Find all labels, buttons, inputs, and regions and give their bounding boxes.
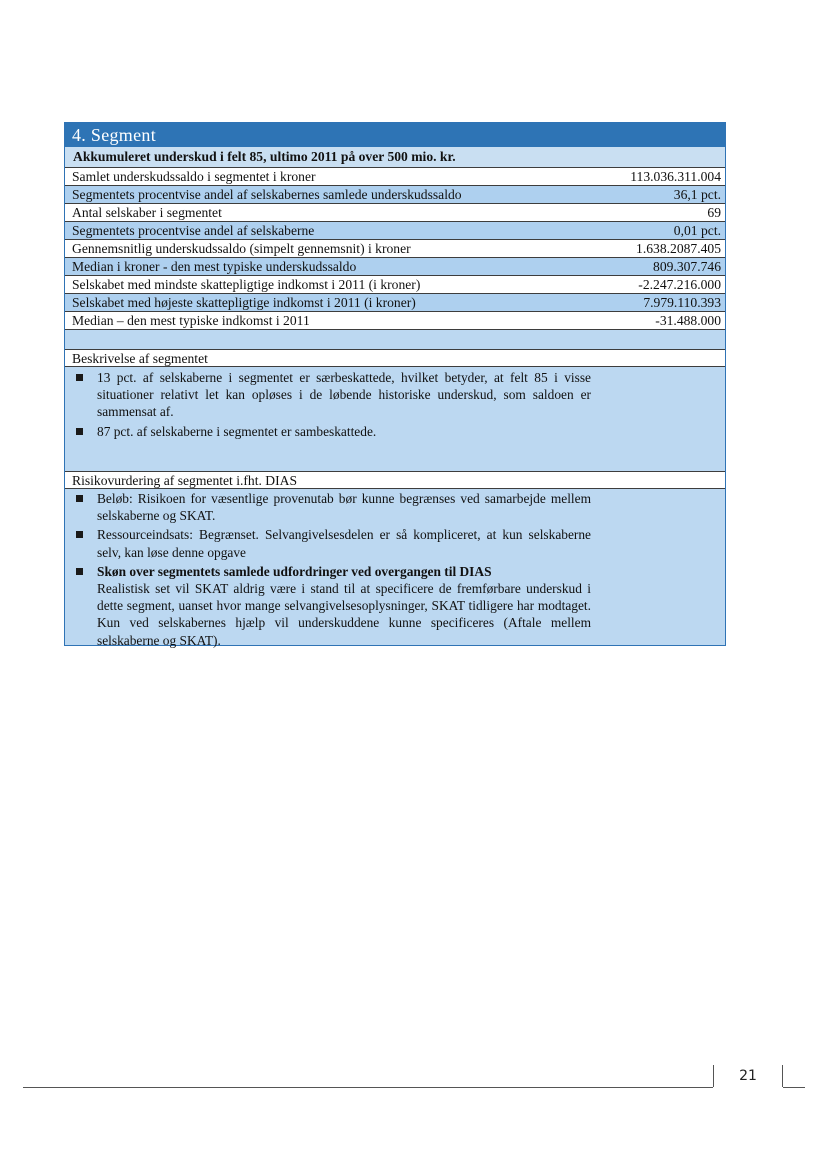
list-item: Ressourceindsats: Begrænset. Selvangivelsesdelen er så kompliceret, at kun selskaberne selv, kan løse denne opgave <box>65 526 725 560</box>
footer-rule-right <box>783 1087 805 1088</box>
table-row <box>65 293 725 311</box>
row-label: Antal selskaber i segmentet <box>72 205 222 220</box>
segment-title: 4. Segment <box>65 123 725 147</box>
table-row <box>65 239 725 257</box>
row-label: Median i kroner - den mest typiske underskudssaldo <box>72 259 357 274</box>
list-item: Beløb: Risikoen for væsentlige provenutab bør kunne begrænses ved samarbejde mellem selskaberne og SKAT. <box>65 490 725 524</box>
risk-bold-heading: Skøn over segmentets samlede udfordringer ved overgangen til DIAS <box>97 563 492 579</box>
row-label: Gennemsnitlig underskudssaldo (simpelt gennemsnit) i kroner <box>72 241 411 256</box>
table-row <box>65 275 725 293</box>
row-value: 113.036.311.004 <box>630 169 721 184</box>
risk-bold-text: Realistisk set vil SKAT aldrig være i stand til at specificere de fremførbare underskud i dette segment, uanset hvor mange selvangivelsesoplysninger, SKAT tidligere har modtaget. Kun ved selskabernes hjælp vil underskuddene kunne specificeres (Aftale mellem selskaberne og SKAT). <box>97 581 591 648</box>
list-item <box>65 563 725 649</box>
segment-box <box>64 122 726 646</box>
row-value: 0,01 pct. <box>673 223 721 238</box>
row-label: Segmentets procentvise andel af selskaberne <box>72 223 315 238</box>
bullet-icon <box>76 495 83 502</box>
table-row <box>65 311 725 330</box>
bullet-icon <box>76 428 83 435</box>
row-label: Selskabet med højeste skattepligtige indkomst i 2011 (i kroner) <box>72 295 416 310</box>
row-value: -31.488.000 <box>655 313 721 328</box>
table-heading: Akkumuleret underskud i felt 85, ultimo 2011 på over 500 mio. kr. <box>65 147 725 167</box>
page-number: 21 <box>713 1065 783 1087</box>
list-item: 13 pct. af selskaberne i segmentet er særbeskattede, hvilket betyder, at felt 85 i visse situationer relativt let kan opløses i de løbende historiske underskud, som saldoen er sammensat af. <box>65 369 725 421</box>
list-item: 87 pct. af selskaberne i segmentet er sambeskattede. <box>65 423 725 440</box>
row-value: 1.638.2087.405 <box>636 241 721 256</box>
risk-list <box>65 490 725 651</box>
bullet-icon <box>76 531 83 538</box>
table-row <box>65 167 725 185</box>
bullet-icon <box>76 568 83 575</box>
risk-heading: Risikovurdering af segmentet i.fht. DIAS <box>65 471 725 489</box>
description-list <box>65 369 725 442</box>
table-row <box>65 257 725 275</box>
row-label: Median – den mest typiske indkomst i 2011 <box>72 313 310 328</box>
row-value: 7.979.110.393 <box>643 295 721 310</box>
row-value: 36,1 pct. <box>673 187 721 202</box>
row-value: 809.307.746 <box>653 259 721 274</box>
table-row <box>65 203 725 221</box>
row-value: -2.247.216.000 <box>638 277 721 292</box>
row-label: Selskabet med mindste skattepligtige indkomst i 2011 (i kroner) <box>72 277 421 292</box>
row-label: Segmentets procentvise andel af selskabernes samlede underskudssaldo <box>72 187 462 202</box>
table-row <box>65 221 725 239</box>
row-label: Samlet underskudssaldo i segmentet i kroner <box>72 169 316 184</box>
footer-rule <box>23 1087 713 1088</box>
bullet-icon <box>76 374 83 381</box>
row-value: 69 <box>707 205 721 220</box>
table-row <box>65 185 725 203</box>
description-heading: Beskrivelse af segmentet <box>65 349 725 367</box>
